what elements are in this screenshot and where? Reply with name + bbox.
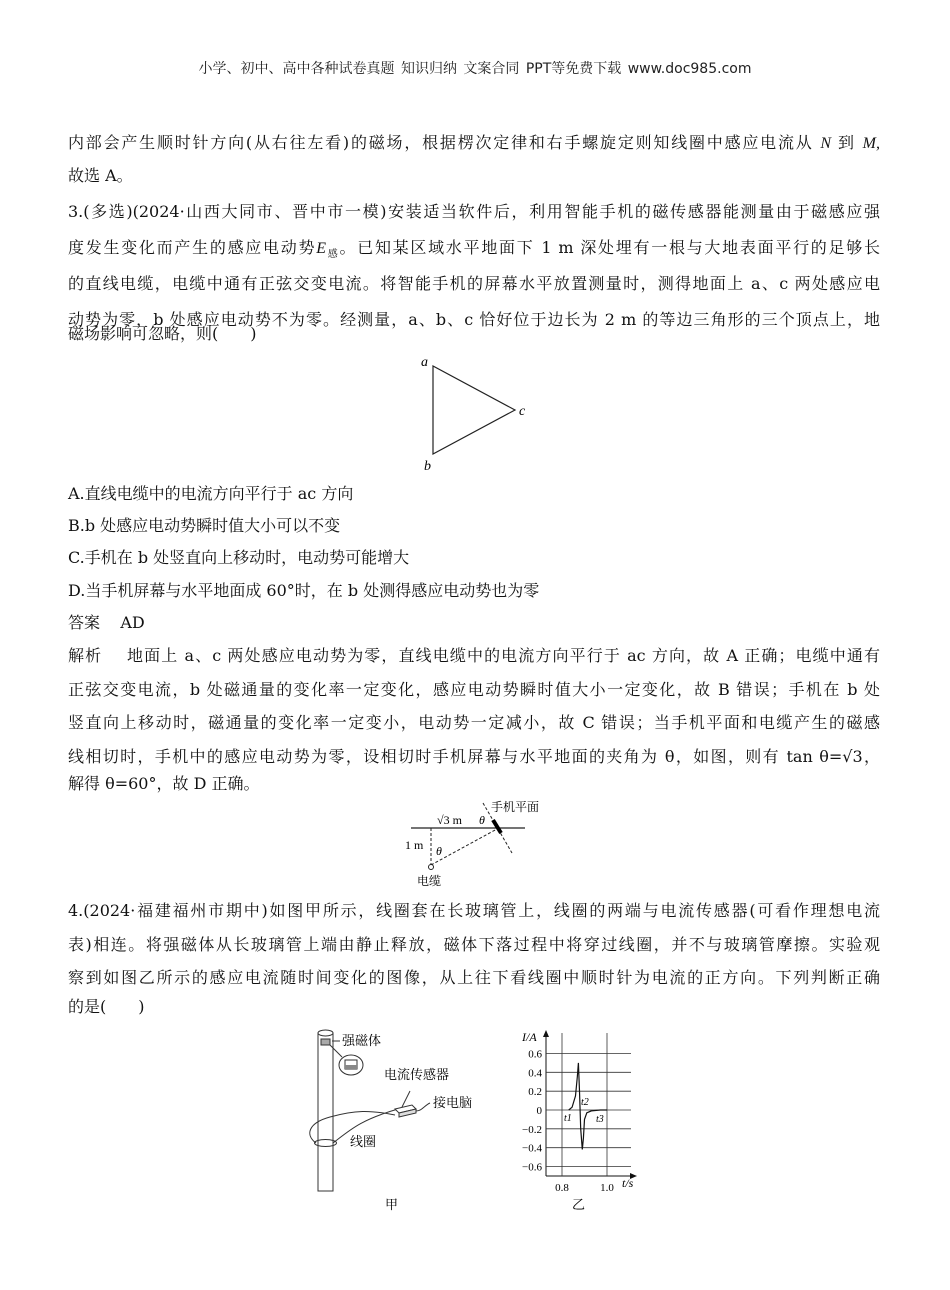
coil-label: 线圈 — [350, 1134, 377, 1149]
analysis-line — [68, 645, 880, 667]
horizontal-label: √3 m — [437, 813, 462, 827]
option-a: A.直线电缆中的电流方向平行于 ac 方向 — [68, 484, 354, 503]
cable-icon — [429, 865, 434, 870]
y-tick-label: 0.2 — [528, 1086, 542, 1099]
q3-stem-line: 3.(多选)(2024·山西大同市、晋中市一模)安装适当软件后，利用智能手机的磁传感器能测量由于磁感应强 — [68, 202, 880, 221]
annotation-t2: t2 — [581, 1097, 589, 1108]
text: 。已知某区域水平地面下 1 m 深处埋有一根与大地表面平行的足够长 — [339, 238, 880, 257]
text: 内部会产生顺时针方向(从右往左看)的磁场，根据楞次定律和右手螺旋定则知线圈中感应电流从 — [68, 133, 814, 152]
y-tick-label: 0.4 — [528, 1067, 542, 1080]
var-e: E — [316, 240, 327, 257]
q4-stem-line: 4.(2024·福建福州市期中)如图甲所示，线圈套在长玻璃管上，线圈的两端与电流传感器(可看作理想电流 — [68, 901, 880, 920]
figure-jia — [300, 1025, 480, 1215]
option-d: D.当手机屏幕与水平地面成 60°时，在 b 处测得感应电动势也为零 — [68, 581, 540, 600]
subscript: 感 — [326, 249, 340, 261]
page-header: 小学、初中、高中各种试卷真题 知识归纳 文案合同 PPT等免费下载 www.doc985.com — [198, 61, 752, 77]
annotation-t3: t3 — [596, 1114, 604, 1125]
q4-stem-line: 察到如图乙所示的感应电流随时间变化的图像，从上往下看线圈中顺时针为电流的正方向。下列判断正确 — [68, 968, 880, 987]
text: 到 — [837, 133, 856, 152]
var-n: N — [820, 135, 832, 152]
x-tick-label: 1.0 — [600, 1182, 614, 1194]
chart-grid — [543, 1030, 637, 1179]
annotation-t1: t1 — [564, 1113, 572, 1124]
option-c: C.手机在 b 处竖直向上移动时，电动势可能增大 — [68, 548, 410, 567]
q3-stem-line: 动势为零，b 处感应电动势不为零。经测量，a、b、c 恰好位于边长为 2 m 的等边三角形的三个顶点上，地 — [68, 310, 880, 329]
q3-stem-line: 磁场影响可忽略，则( ) — [68, 324, 257, 343]
text: 地面上 a、c 两处感应电动势为零，直线电缆中的电流方向平行于 ac 方向，故 A 正确；电缆中通有 — [127, 646, 880, 665]
var-m: M, — [862, 135, 880, 152]
pc-label: 接电脑 — [433, 1095, 473, 1110]
y-tick-label: −0.2 — [522, 1123, 542, 1136]
cable-label: 电缆 — [417, 874, 442, 887]
analysis-label: 解析 — [68, 646, 103, 665]
vertical-label: 1 m — [405, 838, 424, 852]
answer-label: 答案 — [68, 613, 101, 632]
q3-stem-line — [68, 237, 880, 266]
answer-line — [68, 612, 880, 634]
theta-top: θ — [479, 813, 485, 827]
x-axis-label: t/s — [622, 1176, 634, 1190]
y-tick-label: 0.6 — [528, 1048, 542, 1061]
magnet-label: 强磁体 — [342, 1033, 382, 1048]
leader — [402, 1091, 410, 1107]
analysis-line: 竖直向上移动时，磁通量的变化率一定变小，电动势一定减小，故 C 错误；当手机平面和电缆产生的磁感 — [68, 713, 880, 732]
vertex-c: c — [519, 404, 526, 419]
y-axis-arrow — [543, 1030, 549, 1037]
glass-tube — [318, 1033, 333, 1191]
phone-plane-label: 手机平面 — [491, 800, 540, 814]
tube-top — [318, 1030, 333, 1036]
analysis-line: 线相切时，手机中的感应电动势为零，设相切时手机屏幕与水平地面的夹角为 θ，如图，则有 tan θ=√3， — [68, 747, 880, 766]
sensor-label: 电流传感器 — [384, 1067, 450, 1082]
prev-answer-line — [68, 132, 880, 155]
theta-bottom: θ — [436, 844, 442, 858]
y-tick-label: −0.4 — [522, 1142, 542, 1155]
tangent-figure — [395, 795, 570, 887]
q4-stem-line: 表)相连。将强磁体从长玻璃管上端由静止释放，磁体下落过程中将穿过线圈，并不与玻璃管摩擦。实验观 — [68, 935, 880, 954]
magnet-icon — [321, 1039, 330, 1045]
y-axis-label: I/A — [522, 1030, 537, 1044]
text: 度发生变化而产生的感应电动势 — [68, 238, 317, 257]
figure-yi-chart — [500, 1025, 650, 1215]
pc-wire — [416, 1103, 430, 1111]
y-tick-label: 0 — [536, 1105, 542, 1117]
analysis-line: 解得 θ=60°，故 D 正确。 — [68, 774, 260, 793]
magnet-detail — [345, 1065, 357, 1069]
caption-jia: 甲 — [385, 1197, 399, 1212]
analysis-line: 正弦交变电流，b 处磁通量的变化率一定变化，感应电动势瞬时值大小一定变化，故 B 错误；手机在 b 处 — [68, 680, 880, 699]
prev-answer-conclusion: 故选 A。 — [68, 166, 133, 185]
triangle-figure — [415, 352, 535, 477]
q3-stem-line: 的直线电缆，电缆中通有正弦交变电流。将智能手机的屏幕水平放置测量时，测得地面上 a、c 两处感应电 — [68, 274, 880, 293]
vertex-a: a — [421, 355, 428, 370]
caption-yi: 乙 — [572, 1197, 586, 1212]
option-b: B.b 处感应电动势瞬时值大小可以不变 — [68, 516, 341, 535]
y-tick-label: −0.6 — [522, 1161, 542, 1174]
answer-value: AD — [120, 613, 145, 632]
q4-stem-line: 的是( ) — [68, 997, 145, 1016]
x-tick-label: 0.8 — [555, 1182, 569, 1194]
vertex-b: b — [424, 459, 431, 474]
triangle — [433, 366, 515, 454]
